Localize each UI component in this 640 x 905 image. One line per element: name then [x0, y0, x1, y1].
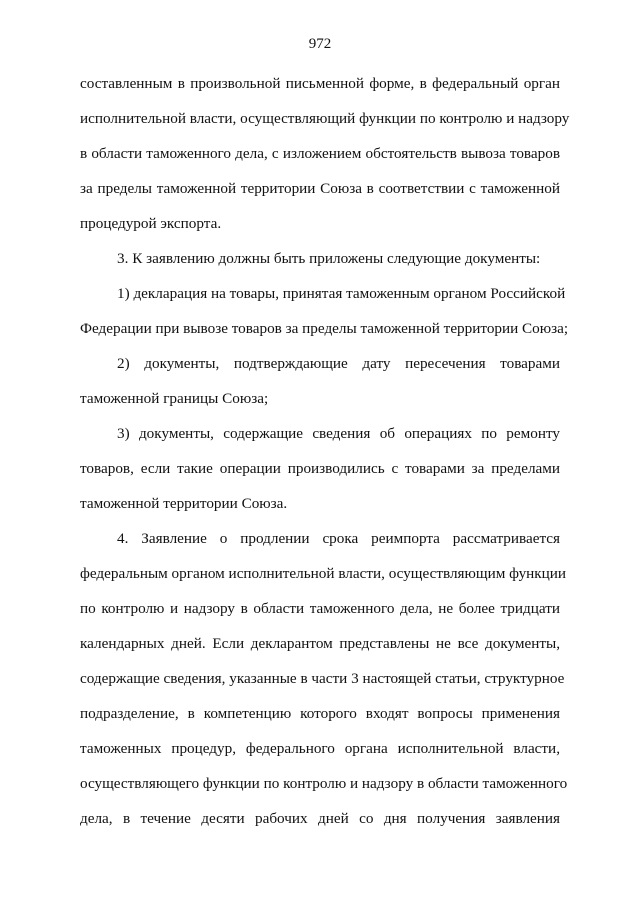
text-line: федеральным органом исполнительной власти, осуществляющим функции: [80, 565, 567, 582]
text-line: таможенной границы Союза;: [80, 390, 269, 407]
list-item-2: 2) документы, подтверждающие дату пересечения товарами: [117, 355, 560, 372]
list-item-1: 1) декларация на товары, принятая таможенным органом Российской: [117, 285, 566, 302]
text-line: дела, в течение десяти рабочих дней со дня получения заявления: [80, 810, 560, 827]
text-line: исполнительной власти, осуществляющий функции по контролю и надзору: [80, 110, 570, 127]
text-line: содержащие сведения, указанные в части 3 настоящей статьи, структурное: [80, 670, 565, 687]
text-line: по контролю и надзору в области таможенного дела, не более тридцати: [80, 600, 560, 617]
list-item-3: 3) документы, содержащие сведения об операциях по ремонту: [117, 425, 560, 442]
clause-heading-3: 3. К заявлению должны быть приложены следующие документы:: [117, 250, 541, 267]
text-line: осуществляющего функции по контролю и надзору в области таможенного: [80, 775, 568, 792]
text-line: составленным в произвольной письменной форме, в федеральный орган: [80, 75, 560, 92]
clause-4: 4. Заявление о продлении срока реимпорта рассматривается: [117, 530, 560, 547]
text-line: товаров, если такие операции производились с товарами за пределами: [80, 460, 560, 477]
text-line: процедурой экспорта.: [80, 215, 222, 232]
text-line: таможенной территории Союза.: [80, 495, 288, 512]
text-line: в области таможенного дела, с изложением обстоятельств вывоза товаров: [80, 145, 560, 162]
text-line: подразделение, в компетенцию которого входят вопросы применения: [80, 705, 560, 722]
page-number: 972: [308, 36, 332, 52]
text-line: Федерации при вывозе товаров за пределы таможенной территории Союза;: [80, 320, 569, 337]
text-line: за пределы таможенной территории Союза в соответствии с таможенной: [80, 180, 560, 197]
text-line: таможенных процедур, федерального органа исполнительной власти,: [80, 740, 560, 757]
text-line: календарных дней. Если декларантом представлены не все документы,: [80, 635, 560, 652]
